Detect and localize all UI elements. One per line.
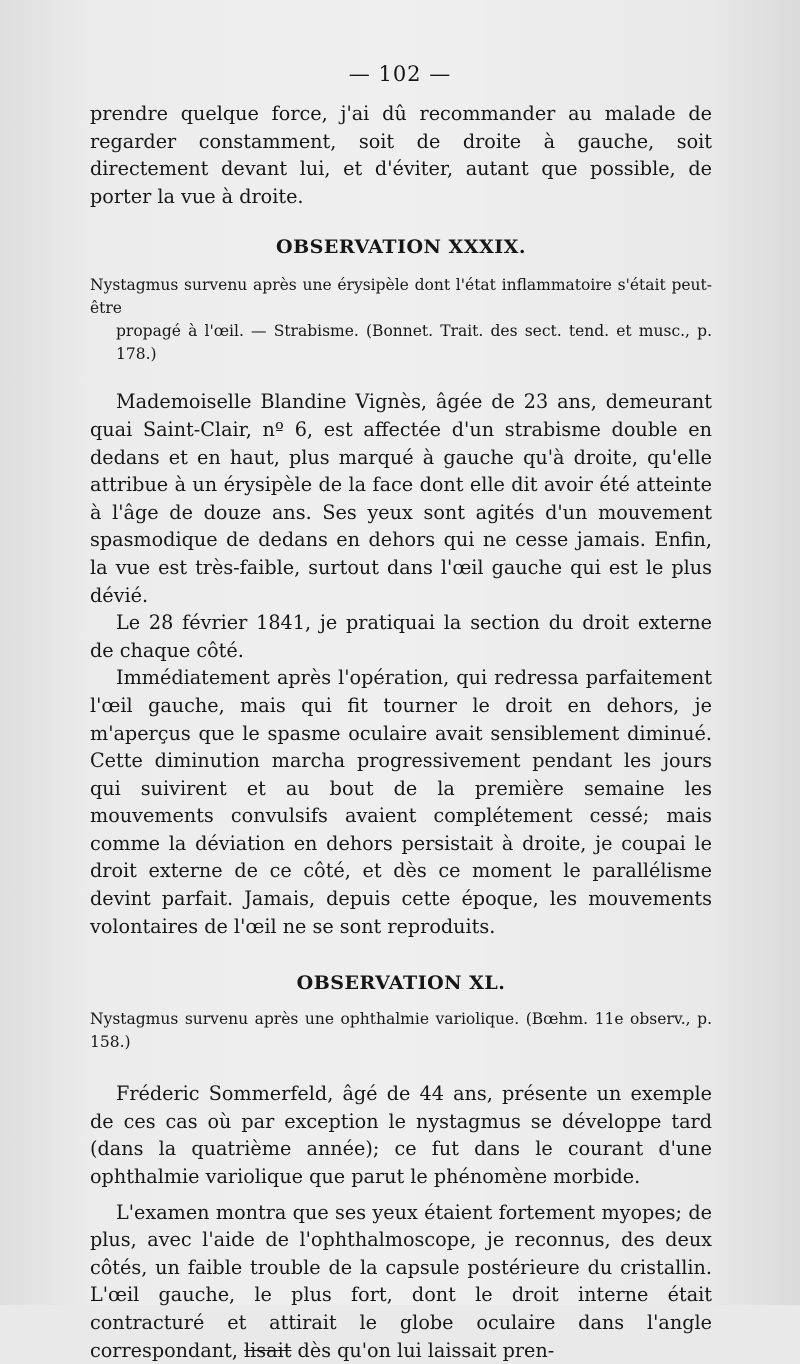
observation-39-summary-line-2: propagé à l'œil. — Strabisme. (Bonnet. Trait. des sect. tend. et musc., p. 178.) [116, 322, 712, 364]
observation-40-paragraph-2 [90, 1199, 712, 1364]
observation-39-paragraph-3: Immédiatement après l'opération, qui redressa parfaitement l'œil gauche, mais qui fit tourner le droit en dehors, je m'aperçus que le spasme oculaire avait sensiblement diminué. Cette diminution marcha progressivement pendant les jours qui suivirent et au bout de la première semaine les mouvements convulsifs avaient complétement cessé; mais comme la déviation en dehors persistait à droite, je coupai le droit externe de ce côté, et dès ce moment le parallélisme devint parfait. Jamais, depuis cette époque, les mouvements volontaires de l'œil ne se sont reproduits. [90, 666, 712, 938]
observation-40-heading: OBSERVATION XL. [296, 972, 506, 995]
observation-39-paragraph-1: Mademoiselle Blandine Vignès, âgée de 23 ans, demeurant quai Saint-Clair, nº 6, est affectée d'un strabisme double en dedans et en haut, plus marqué à gauche qu'à droite, qu'elle attribue à un érysipèle de la face dont elle dit avoir été atteinte à l'âge de douze ans. Ses yeux sont agités d'un mouvement spasmodique de dedans en dehors qui ne cesse jamais. Enfin, la vue est très-faible, surtout dans l'œil gauche qui est le plus dévié. [90, 390, 712, 607]
observation-39-paragraph-2: Le 28 février 1841, je pratiquai la section du droit externe de chaque côté. [90, 611, 712, 662]
observation-40-paragraph-2-start: L'examen montra que ses yeux étaient fortement myopes; de plus, avec l'aide de l'ophthalmoscope, je reconnus, des deux côtés, un faible trouble de la capsule postérieure du cristallin. L'œil gauche, le plus fort, dont le droit interne était contracturé et attirait le globe oculaire dans l'angle correspondant, [90, 1200, 712, 1362]
opening-paragraph: prendre quelque force, j'ai dû recommander au malade de regarder constamment, soit de droite à gauche, soit directement devant lui, et d'éviter, autant que possible, de porter la vue à droite. [90, 102, 712, 208]
struck-word: lisait [244, 1338, 292, 1362]
observation-39-summary-line-1: Nystagmus survenu après une érysipèle dont l'état inflammatoire s'était peut-être [90, 276, 712, 318]
page-body [90, 100, 712, 1364]
page-number: — 102 — [348, 62, 452, 86]
observation-40-paragraph-1: Fréderic Sommerfeld, âgé de 44 ans, présente un exemple de ces cas où par exception le nystagmus se développe tard (dans la quatrième année); ce fut dans le courant d'une ophthalmie variolique que parut le phénomène morbide. [90, 1082, 712, 1189]
observation-40-summary: Nystagmus survenu après une ophthalmie variolique. (Bœhm. 11e observ., p. 158.) [90, 1010, 712, 1052]
observation-39-summary [90, 274, 712, 366]
observation-40-paragraph-2-end: dès qu'on lui laissait pren- [291, 1338, 555, 1362]
observation-39-heading: OBSERVATION XXXIX. [276, 236, 526, 259]
